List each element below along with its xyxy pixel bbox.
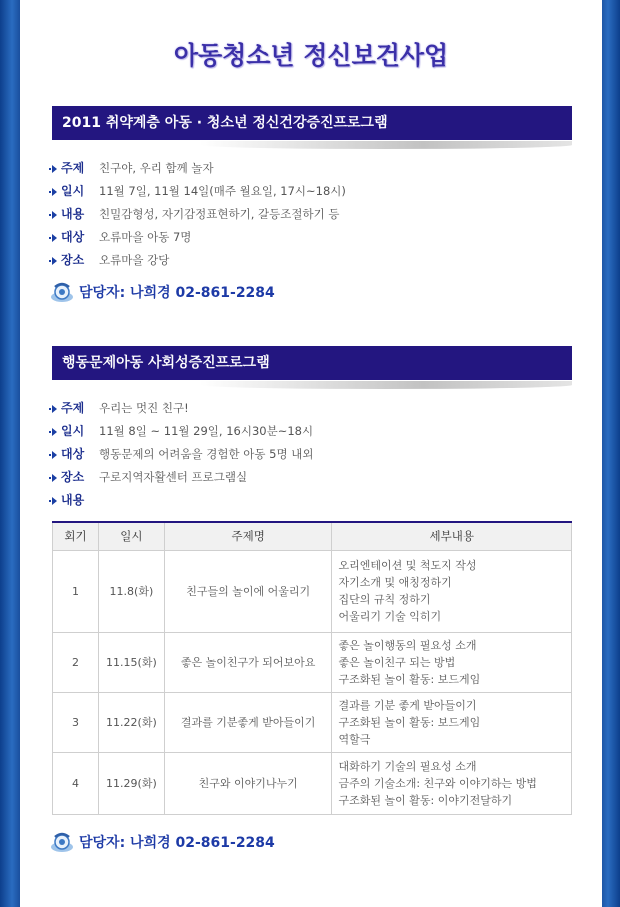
cell-session: 1 bbox=[53, 550, 99, 632]
cell-topic: 친구들의 놀이에 어울리기 bbox=[164, 550, 332, 632]
table-row bbox=[53, 632, 572, 692]
cell-details bbox=[332, 692, 572, 752]
cell-date: 11.22(화) bbox=[98, 692, 164, 752]
page-title: 아동청소년 정신보건사업 bbox=[173, 41, 449, 70]
arrow-bullet-icon bbox=[52, 234, 57, 242]
info-label: 일시 bbox=[61, 184, 85, 198]
detail-line: 어울리기 기술 익히기 bbox=[338, 610, 442, 623]
phone-icon bbox=[50, 281, 74, 303]
detail-line: 구조화된 놀이 활동: 보드게임 bbox=[338, 672, 481, 686]
cell-topic: 친구와 이야기나누기 bbox=[164, 752, 332, 814]
contact-text: 담당자: 나희경 02-861-2284 bbox=[79, 835, 275, 851]
detail-line: 구조화된 놀이 활동: 보드게임 bbox=[338, 715, 481, 729]
cell-details bbox=[332, 550, 572, 632]
detail-line: 결과를 기분 좋게 받아들이기 bbox=[338, 698, 477, 712]
detail-line: 구조화된 놀이 활동: 이야기전달하기 bbox=[338, 793, 513, 807]
header-date: 일시 bbox=[98, 522, 164, 550]
detail-line: 집단의 규칙 정하기 bbox=[338, 593, 431, 606]
info-label: 내용 bbox=[61, 207, 85, 221]
table-row bbox=[53, 692, 572, 752]
info-label: 대상 bbox=[61, 230, 85, 244]
arrow-bullet-icon bbox=[52, 497, 57, 505]
info-label: 대상 bbox=[61, 447, 85, 461]
header-topic: 주제명 bbox=[164, 522, 332, 550]
info-value: 11월 8일 ~ 11월 29일, 16시30분~18시 bbox=[99, 424, 314, 438]
section-2-contact bbox=[50, 831, 275, 853]
info-row-topic bbox=[52, 157, 572, 180]
cell-session: 4 bbox=[53, 752, 99, 814]
cell-date: 11.29(화) bbox=[98, 752, 164, 814]
section-1-info-list bbox=[52, 157, 572, 272]
section-2-info-list bbox=[52, 397, 572, 512]
cell-topic: 좋은 놀이친구가 되어보아요 bbox=[164, 632, 332, 692]
info-value: 친밀감형성, 자기감정표현하기, 갈등조절하기 등 bbox=[99, 207, 340, 221]
detail-line: 대화하기 기술의 필요성 소개 bbox=[338, 759, 477, 773]
phone-icon bbox=[50, 831, 74, 853]
info-label: 주제 bbox=[61, 401, 85, 415]
info-value: 11월 7일, 11월 14일(매주 월요일, 17시~18시) bbox=[99, 184, 346, 198]
cell-details bbox=[332, 632, 572, 692]
content-page bbox=[20, 0, 602, 907]
arrow-bullet-icon bbox=[52, 257, 57, 265]
info-row-target bbox=[52, 226, 572, 249]
cell-session: 3 bbox=[53, 692, 99, 752]
arrow-bullet-icon bbox=[52, 165, 57, 173]
detail-line: 좋은 놀이행동의 필요성 소개 bbox=[338, 638, 477, 652]
section-1-title: 2011 취약계층 아동 · 청소년 정신건강증진프로그램 bbox=[52, 106, 572, 140]
info-row-place bbox=[52, 249, 572, 272]
arrow-bullet-icon bbox=[52, 474, 57, 482]
info-label: 장소 bbox=[61, 253, 85, 267]
table-header-row bbox=[53, 522, 572, 550]
cell-topic: 결과를 기분좋게 받아들이기 bbox=[164, 692, 332, 752]
info-value: 오류마을 아동 7명 bbox=[99, 230, 192, 244]
section-2-bar-shadow bbox=[200, 381, 572, 389]
header-session: 회기 bbox=[53, 522, 99, 550]
arrow-bullet-icon bbox=[52, 188, 57, 196]
arrow-bullet-icon bbox=[52, 405, 57, 413]
info-row-place bbox=[52, 466, 572, 489]
info-row-datetime bbox=[52, 420, 572, 443]
arrow-bullet-icon bbox=[52, 451, 57, 459]
detail-line: 금주의 기술소개: 친구와 이야기하는 방법 bbox=[338, 776, 537, 790]
section-1-bar-shadow bbox=[200, 141, 572, 149]
info-value: 친구야, 우리 함께 놀자 bbox=[99, 161, 214, 175]
cell-details bbox=[332, 752, 572, 814]
table-row bbox=[53, 752, 572, 814]
info-value: 구로지역자활센터 프로그램실 bbox=[99, 470, 248, 484]
cell-date: 11.15(화) bbox=[98, 632, 164, 692]
info-row-content bbox=[52, 489, 572, 512]
detail-line: 좋은 놀이친구 되는 방법 bbox=[338, 655, 456, 669]
info-row-datetime bbox=[52, 180, 572, 203]
header-details: 세부내용 bbox=[332, 522, 572, 550]
right-frame-border bbox=[600, 0, 620, 907]
arrow-bullet-icon bbox=[52, 428, 57, 436]
schedule-table bbox=[52, 521, 572, 815]
info-row-target bbox=[52, 443, 572, 466]
contact-text: 담당자: 나희경 02-861-2284 bbox=[79, 285, 275, 301]
info-label: 주제 bbox=[61, 161, 85, 175]
section-1-contact bbox=[50, 281, 275, 303]
detail-line: 역할극 bbox=[338, 732, 371, 746]
info-value: 오류마을 강당 bbox=[99, 253, 170, 267]
info-row-content bbox=[52, 203, 572, 226]
section-2-title: 행동문제아동 사회성증진프로그램 bbox=[52, 346, 572, 380]
detail-line: 자기소개 및 애칭정하기 bbox=[338, 576, 452, 589]
info-row-topic bbox=[52, 397, 572, 420]
info-value: 행동문제의 어려움을 경험한 아동 5명 내외 bbox=[99, 447, 314, 461]
info-label: 일시 bbox=[61, 424, 85, 438]
cell-session: 2 bbox=[53, 632, 99, 692]
info-label: 장소 bbox=[61, 470, 85, 484]
info-label: 내용 bbox=[61, 493, 85, 507]
detail-line: 오리엔테이션 및 척도지 작성 bbox=[338, 559, 477, 572]
left-frame-border bbox=[0, 0, 20, 907]
info-value: 우리는 멋진 친구! bbox=[99, 401, 189, 415]
arrow-bullet-icon bbox=[52, 211, 57, 219]
cell-date: 11.8(화) bbox=[98, 550, 164, 632]
table-row bbox=[53, 550, 572, 632]
